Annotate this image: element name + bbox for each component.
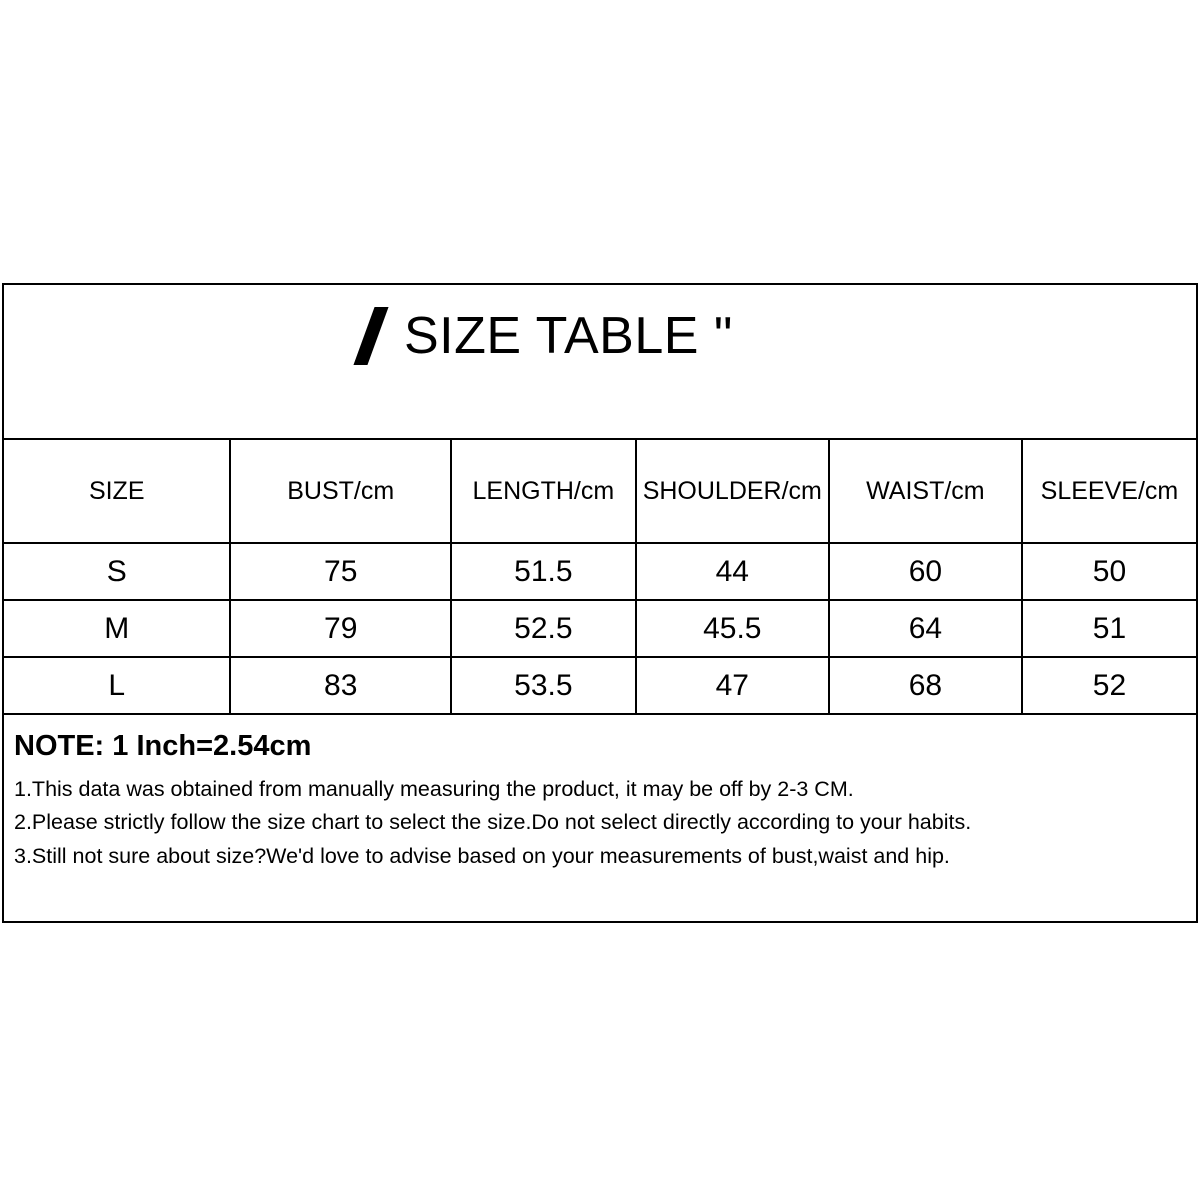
cell-shoulder: 47 [636, 657, 829, 714]
note-line-2: 2.Please strictly follow the size chart to select the size.Do not select directly according to your habits. [14, 810, 972, 835]
table-row [4, 543, 1196, 600]
column-header-sleeve: SLEEVE/cm [1022, 440, 1196, 543]
page-title: SIZE TABLE " [404, 307, 733, 365]
cell-waist: 68 [829, 657, 1022, 714]
cell-bust: 83 [230, 657, 451, 714]
column-header-length: LENGTH/cm [451, 440, 636, 543]
size-table [4, 440, 1196, 715]
title-group [364, 307, 733, 365]
note-line-3: 3.Still not sure about size?We'd love to advise based on your measurements of bust,waist and hip. [14, 843, 950, 868]
cell-waist: 64 [829, 600, 1022, 657]
table-header-row [4, 440, 1196, 543]
title-band [4, 285, 1196, 440]
cell-size: L [4, 657, 230, 714]
cell-length: 53.5 [451, 657, 636, 714]
cell-sleeve: 51 [1022, 600, 1196, 657]
cell-bust: 75 [230, 543, 451, 600]
cell-waist: 60 [829, 543, 1022, 600]
notes-heading: NOTE: 1 Inch=2.54cm [14, 730, 312, 762]
cell-sleeve: 52 [1022, 657, 1196, 714]
cell-size: S [4, 543, 230, 600]
cell-shoulder: 44 [636, 543, 829, 600]
note-line-1: 1.This data was obtained from manually measuring the product, it may be off by 2-3 CM. [14, 776, 854, 801]
column-header-bust: BUST/cm [230, 440, 451, 543]
cell-length: 51.5 [451, 543, 636, 600]
cell-shoulder: 45.5 [636, 600, 829, 657]
column-header-size: SIZE [4, 440, 230, 543]
column-header-shoulder: SHOULDER/cm [636, 440, 829, 543]
table-row [4, 600, 1196, 657]
size-chart-card [2, 283, 1198, 923]
cell-bust: 79 [230, 600, 451, 657]
cell-sleeve: 50 [1022, 543, 1196, 600]
notes-section [4, 715, 1196, 873]
slash-mark-icon [353, 307, 388, 365]
cell-length: 52.5 [451, 600, 636, 657]
table-row [4, 657, 1196, 714]
column-header-waist: WAIST/cm [829, 440, 1022, 543]
cell-size: M [4, 600, 230, 657]
